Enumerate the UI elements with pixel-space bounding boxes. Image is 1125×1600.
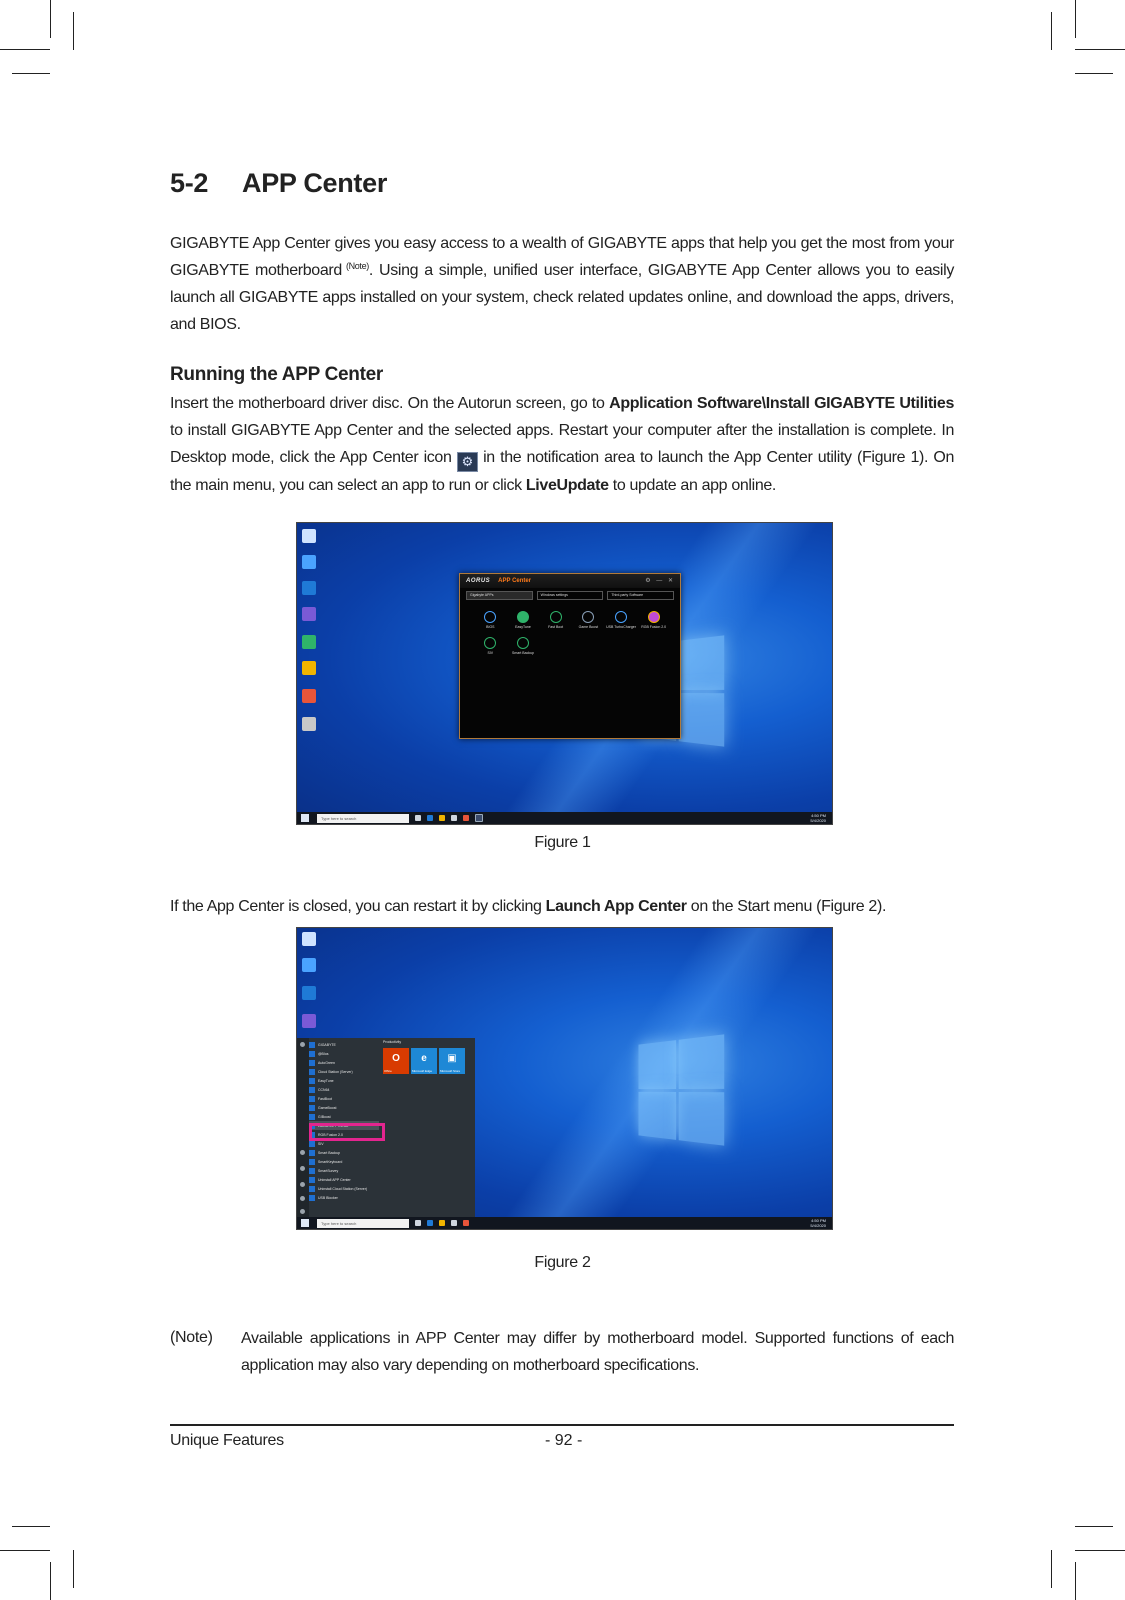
crop-mark	[1075, 1550, 1125, 1551]
app-fast-boot[interactable]: Fast Boot	[539, 611, 572, 629]
recycle-bin-icon	[302, 529, 316, 543]
user-icon[interactable]	[300, 1150, 305, 1155]
windows-logo	[639, 1034, 725, 1145]
launch-app-center-item[interactable]: Launch APP Center	[309, 1121, 379, 1130]
task-view-icon[interactable]	[415, 1220, 421, 1226]
edge-icon	[302, 986, 316, 1000]
list-item[interactable]: SIV	[309, 1139, 379, 1148]
documents-icon[interactable]	[300, 1166, 305, 1171]
footer-rule	[170, 1424, 954, 1426]
liveupdate-label: LiveUpdate	[525, 477, 609, 494]
crop-mark	[1075, 0, 1076, 38]
edge-icon	[302, 581, 316, 595]
list-item[interactable]: SmartKeyboard	[309, 1157, 379, 1166]
app-grid	[460, 603, 680, 655]
office-tile[interactable]: O Office	[383, 1048, 409, 1074]
store-tile[interactable]: ▣ Microsoft Store	[439, 1048, 465, 1074]
crop-mark	[73, 12, 74, 50]
menu-path: Application Software\Install GIGABYTE Utilities	[609, 395, 954, 412]
taskbar-search[interactable]: Type here to search	[317, 1219, 409, 1228]
list-item[interactable]: GIGABYTE	[309, 1040, 379, 1049]
crop-mark	[1051, 1550, 1052, 1588]
app-bios[interactable]: BIOS	[474, 611, 507, 629]
running-text: to update an app online.	[608, 477, 777, 494]
app-smart-backup[interactable]: Smart Backup	[507, 637, 540, 655]
desktop-icon	[302, 607, 316, 621]
tiles-caption: Productivity	[383, 1040, 402, 1044]
list-item[interactable]: EasyTune	[309, 1076, 379, 1085]
figure2-caption: Figure 2	[534, 1254, 591, 1271]
intro-paragraph	[170, 230, 954, 338]
desktop-icon	[302, 555, 316, 569]
power-icon[interactable]	[300, 1209, 305, 1214]
running-text: in the notification area to launch the App Center utility (Figure 1). On the main menu, you can select an app to run or click	[170, 449, 954, 494]
chrome-icon[interactable]	[463, 815, 469, 821]
crop-mark	[50, 1562, 51, 1600]
taskbar	[297, 1217, 832, 1229]
list-item[interactable]: GameBoost	[309, 1103, 379, 1112]
crop-mark	[0, 49, 50, 50]
figure2-screenshot	[296, 927, 833, 1230]
store-icon[interactable]	[451, 1220, 457, 1226]
list-item[interactable]: SmartSurvey	[309, 1166, 379, 1175]
start-menu-rail	[297, 1038, 309, 1217]
edge-tile[interactable]: e Microsoft Edge	[411, 1048, 437, 1074]
note-reference: (Note)	[341, 261, 369, 271]
task-view-icon[interactable]	[415, 815, 421, 821]
edge-icon[interactable]	[427, 1220, 433, 1226]
restart-paragraph	[170, 893, 954, 920]
crop-mark	[1075, 49, 1125, 50]
list-item[interactable]: AutoGreen	[309, 1058, 379, 1067]
crop-mark	[1075, 1526, 1113, 1527]
page-number: - 92 -	[545, 1432, 583, 1449]
recycle-bin-icon	[302, 932, 316, 946]
list-item[interactable]: RGB Fusion 2.0	[309, 1130, 379, 1139]
running-text: Insert the motherboard driver disc. On the Autorun screen, go to	[170, 395, 610, 412]
desktop-icon	[302, 635, 316, 649]
chrome-icon	[302, 689, 316, 703]
list-item[interactable]: Smart Backup	[309, 1148, 379, 1157]
list-item[interactable]: GIBoost	[309, 1112, 379, 1121]
list-item[interactable]: CCN64	[309, 1085, 379, 1094]
app-center-window	[459, 573, 681, 739]
crop-mark	[73, 1550, 74, 1588]
taskbar-clock[interactable]: 4:50 PM 5/4/2020	[810, 813, 826, 823]
crop-mark	[50, 0, 51, 38]
crop-mark	[0, 1550, 50, 1551]
folder-icon[interactable]	[439, 1220, 445, 1226]
taskbar-search[interactable]: Type here to search	[317, 814, 409, 823]
figure1-screenshot	[296, 522, 833, 825]
store-icon[interactable]	[451, 815, 457, 821]
list-item[interactable]: Cloud Station (Server)	[309, 1067, 379, 1076]
launch-app-center-label: Launch App Center	[545, 898, 687, 915]
taskbar	[297, 812, 832, 824]
restart-text: on the Start menu (Figure 2).	[686, 898, 887, 915]
section-number: 5-2	[170, 168, 209, 198]
aorus-logo: AORUS	[466, 578, 491, 584]
app-easytune[interactable]: EasyTune	[507, 611, 540, 629]
desktop-icon	[302, 1014, 316, 1028]
crop-mark	[1075, 73, 1113, 74]
app-title-bar	[460, 574, 680, 588]
desktop-icon	[302, 717, 316, 731]
app-siv[interactable]: SIV	[474, 637, 507, 655]
running-paragraph	[170, 390, 954, 499]
crop-mark	[1051, 12, 1052, 50]
start-icon[interactable]	[301, 1219, 309, 1227]
edge-icon[interactable]	[427, 815, 433, 821]
intro-text: . Using a simple, unified user interface, GIGABYTE App Center allows you to easily launch all GIGABYTE apps installed on your system, check related updates online, and download the apps, drivers, and BIOS.	[170, 262, 954, 333]
list-item[interactable]: USB Blocker	[309, 1193, 379, 1202]
tiles-area	[379, 1038, 475, 1217]
chrome-icon[interactable]	[463, 1220, 469, 1226]
settings-icon[interactable]	[300, 1196, 305, 1201]
gear-icon: ⚙	[457, 452, 478, 472]
desktop-icon	[302, 661, 316, 675]
app-game-boost[interactable]: Game Boost	[572, 611, 605, 629]
app-usb-turbocharger[interactable]: USB TurboCharger	[605, 611, 638, 629]
desktop-icon	[302, 958, 316, 972]
list-item[interactable]: Uninstall Cloud Station (Server)	[309, 1184, 379, 1193]
tab-windows-settings[interactable]: Windows settings	[537, 591, 604, 600]
note-text: Available applications in APP Center may differ by motherboard model. Supported functions of each application may also vary depending on motherboard specifications.	[241, 1330, 954, 1374]
app-tabs	[460, 588, 680, 603]
section-title: APP Center	[242, 168, 388, 198]
page-title	[170, 168, 387, 199]
crop-mark	[1075, 1562, 1076, 1600]
list-item[interactable]: FastBoot	[309, 1094, 379, 1103]
list-item[interactable]: Uninstall APP Center	[309, 1175, 379, 1184]
start-icon[interactable]	[301, 814, 309, 822]
tab-gigabyte-apps[interactable]: Gigabyte APPs	[466, 591, 533, 600]
crop-mark	[12, 1526, 50, 1527]
crop-mark	[12, 73, 50, 74]
pictures-icon[interactable]	[300, 1182, 305, 1187]
taskbar-clock[interactable]: 4:50 PM 5/4/2020	[810, 1218, 826, 1228]
intro-text: GIGABYTE App Center gives you easy access to a wealth of GIGABYTE apps that help you get the most from your GIGABYTE motherboard	[170, 235, 954, 279]
figure1-caption: Figure 1	[534, 834, 591, 851]
running-text: to install GIGABYTE App Center and the selected apps. Restart your computer after the installation is complete. In Desktop mode, click the App Center icon	[170, 422, 954, 466]
list-item[interactable]: @BIos	[309, 1049, 379, 1058]
footer-section: Unique Features	[170, 1432, 284, 1449]
app-center-icon[interactable]	[475, 814, 483, 822]
tab-third-party[interactable]: Third-party Software	[607, 591, 674, 600]
tile-row	[383, 1048, 471, 1074]
highlight-box	[309, 1123, 385, 1141]
running-heading: Running the APP Center	[170, 364, 383, 385]
hamburger-icon[interactable]	[300, 1042, 305, 1047]
window-controls[interactable]: ⚙ — ✕	[645, 578, 675, 584]
app-window-title: APP Center	[498, 578, 532, 584]
app-rgb-fusion[interactable]: RGB Fusion 2.0	[637, 611, 670, 629]
restart-text: If the App Center is closed, you can restart it by clicking	[170, 898, 546, 915]
folder-icon[interactable]	[439, 815, 445, 821]
note-label: (Note)	[170, 1329, 213, 1346]
